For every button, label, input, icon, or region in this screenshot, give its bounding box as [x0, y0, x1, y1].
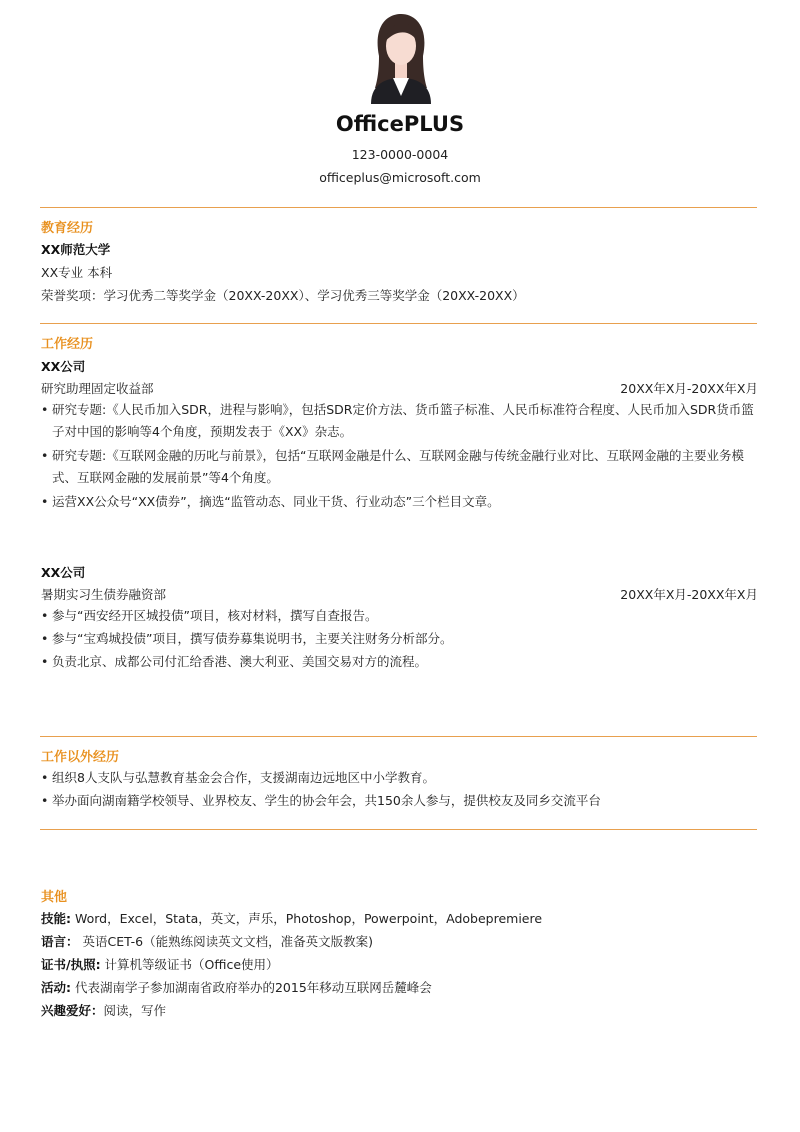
list-item-text: 研究专题:《人民币加入SDR，进程与影响》，包括SDR定价方法、货币篮子标准、人民币标准符合程度、人民币加入SDR货币篮子对中国的影响等4个角度，预期发表于《XX》杂志。 [52, 402, 754, 439]
job-date: 20XX年X月-20XX年X月 [620, 381, 758, 396]
bullet-dot: • [41, 448, 49, 463]
other-item-activities [41, 978, 757, 996]
other-item-value: 代表湖南学子参加湖南省政府举办的2015年移动互联网岳麓峰会 [71, 980, 432, 995]
other-item-label: 语言： [41, 934, 79, 949]
divider [40, 323, 757, 324]
other-item-value: 计算机等级证书（Office使用） [100, 957, 279, 972]
list-item [41, 790, 757, 812]
bullet-dot: • [41, 631, 49, 646]
other-item-skills [41, 909, 757, 927]
section-title-other: 其他 [41, 890, 68, 905]
divider [40, 829, 757, 830]
bullet-dot: • [41, 770, 49, 785]
job-company: XX公司 [41, 359, 86, 374]
bullet-dot: • [41, 494, 49, 509]
list-item-text: 参与“宝鸡城投债”项目，撰写债券募集说明书，主要关注财务分析部分。 [52, 631, 453, 646]
other-item-value: 阅读，写作 [103, 1003, 167, 1018]
section-title-work: 工作经历 [41, 337, 94, 352]
section-title-extra: 工作以外经历 [41, 750, 120, 765]
list-item [41, 628, 757, 650]
list-item-text: 负责北京、成都公司付汇给香港、澳大利亚、美国交易对方的流程。 [52, 654, 428, 669]
list-item-text: 参与“西安经开区城投债”项目，核对材料，撰写自查报告。 [52, 608, 378, 623]
other-item-label: 证书/执照: [41, 957, 101, 972]
list-item [41, 767, 757, 789]
honors: 荣誉奖项：学习优秀二等奖学金（20XX-20XX）、学习优秀三等奖学金（20XX-20XX） [41, 288, 525, 303]
list-item [41, 491, 757, 513]
bullet-dot: • [41, 793, 49, 808]
list-item [41, 399, 757, 443]
divider [40, 736, 757, 737]
list-item-text: 举办面向湖南籍学校领导、业界校友、学生的协会年会，共150余人参与，提供校友及同乡交流平台 [52, 793, 601, 808]
list-item [41, 605, 757, 627]
other-item-label: 活动: [41, 980, 71, 995]
email-address: officeplus@microsoft.com [319, 170, 481, 185]
other-item-language [41, 932, 757, 950]
list-item-text: 研究专题:《互联网金融的历叱与前景》，包括“互联网金融是什么、互联网金融与传统金融行业对比、互联网金融的主要业务模式、互联网金融的发展前景”等4个角度。 [52, 448, 744, 485]
candidate-name: OfficePLUS [335, 112, 465, 136]
job-date: 20XX年X月-20XX年X月 [620, 587, 758, 602]
other-item-hobbies [41, 1001, 757, 1019]
job-company: XX公司 [41, 565, 86, 580]
list-item [41, 651, 757, 673]
other-item-certificates [41, 955, 757, 973]
other-item-value: 英语CET-6（能熟练阅读英文文档，准备英文版教案) [78, 934, 373, 949]
major-degree: XX专业 本科 [41, 265, 113, 280]
list-item [41, 445, 757, 489]
job-role: 研究助理固定收益部 [41, 381, 154, 396]
phone-number: 123-0000-0004 [351, 147, 449, 162]
section-title-education: 教育经历 [41, 221, 94, 236]
bullet-dot: • [41, 654, 49, 669]
divider [40, 207, 757, 208]
list-item-text: 运营XX公众号“XX债券”，摘选“监管动态、同业干货、行业动态”三个栏目文章。 [52, 494, 500, 509]
job-role: 暑期实习生债券融资部 [41, 587, 167, 602]
other-item-label: 技能: [41, 911, 71, 926]
avatar-icon [365, 12, 437, 104]
school-name: XX师范大学 [41, 242, 111, 257]
bullet-dot: • [41, 608, 49, 623]
other-item-label: 兴趣爱好： [41, 1003, 104, 1018]
bullet-dot: • [41, 402, 49, 417]
list-item-text: 组织8人支队与弘慧教育基金会合作，支援湖南边远地区中小学教育。 [52, 770, 435, 785]
other-item-value: Word，Excel，Stata，英文，声乐，Photoshop，Powerpoint，Adobepremiere [71, 911, 543, 926]
